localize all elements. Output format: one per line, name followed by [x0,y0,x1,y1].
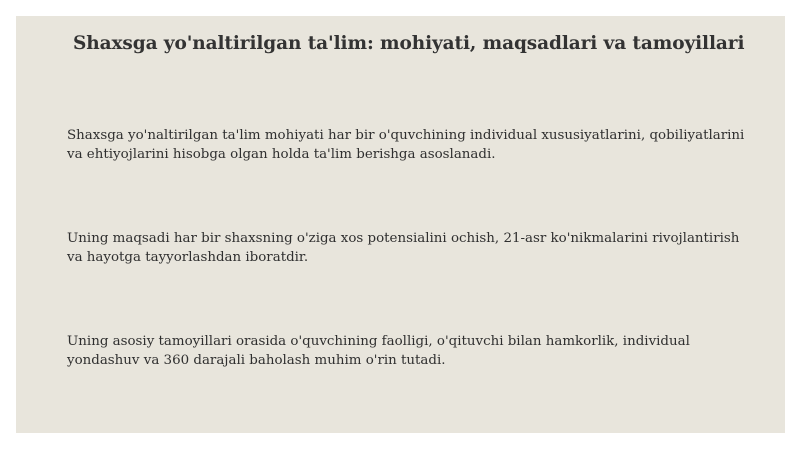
paragraph-essence: Shaxsga yo'naltirilgan ta'lim mohiyati har bir o'quvchining individual xususiyatlarini, qobiliyatlarini va ehtiyojlarini hisobga olgan holda ta'lim berishga asoslanadi. [67,128,745,162]
slide-title: Shaxsga yo'naltirilgan ta'lim: mohiyati, maqsadlari va tamoyillari [73,33,745,54]
paragraph-principles: Uning asosiy tamoyillari orasida o'quvchining faolligi, o'qituvchi bilan hamkorlik, individual yondashuv va 360 darajali baholash muhim o'rin tutadi. [67,334,690,368]
paragraph-goal: Uning maqsadi har bir shaxsning o'ziga xos potensialini ochish, 21-asr ko'nikmalarini rivojlantirish va hayotga tayyorlashdan iboratdir. [67,231,740,265]
slide [16,16,785,433]
